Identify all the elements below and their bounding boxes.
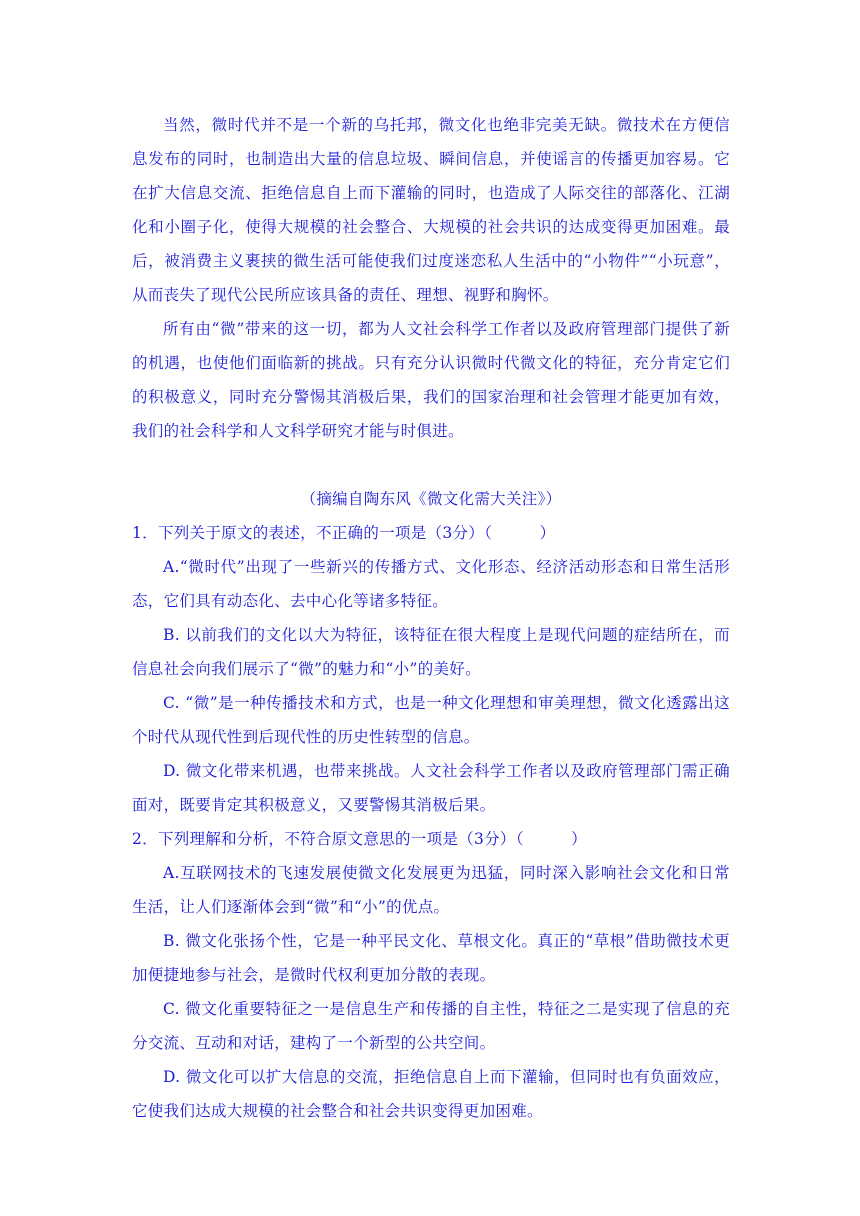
question-2-option-c: C. 微文化重要特征之一是信息生产和传播的自主性，特征之二是实现了信息的充分交流、互动和对话，建构了一个新型的公共空间。 [132, 1000, 730, 1052]
article-paragraph-1: 当然，微时代并不是一个新的乌托邦，微文化也绝非完美无缺。微技术在方便信息发布的同时，也制造出大量的信息垃圾、瞬间信息，并使谣言的传播更加容易。它在扩大信息交流、拒绝信息自上而下灌输的同时，也造成了人际交往的部落化、江湖化和小圈子化，使得大规模的社会整合、大规模的社会共识的达成变得更加困难。最后，被消费主义裹挟的微生活可能使我们过度迷恋私人生活中的“小物件”“小玩意”，从而丧失了现代公民所应该具备的责任、理想、视野和胸怀。 [132, 116, 730, 304]
question-2-option-d: D. 微文化可以扩大信息的交流，拒绝信息自上而下灌输，但同时也有负面效应，它使我们达成大规模的社会整合和社会共识变得更加困难。 [132, 1068, 730, 1120]
question-2-option-a: A.互联网技术的飞速发展使微文化发展更为迅猛，同时深入影响社会文化和日常生活，让人们逐渐体会到“微”和“小”的优点。 [132, 864, 730, 916]
question-2-option-b: B. 微文化张扬个性，它是一种平民文化、草根文化。真正的“草根”借助微技术更加便捷地参与社会，是微时代权利更加分散的表现。 [132, 932, 730, 984]
question-1 [132, 516, 730, 822]
question-stem: 1．下列关于原文的表述，不正确的一项是（3分）（ ） [132, 524, 556, 542]
question-1-option-d: D. 微文化带来机遇，也带来挑战。人文社会科学工作者以及政府管理部门需正确面对，既要肯定其积极意义，又要警惕其消极后果。 [132, 762, 730, 814]
question-1-option-b: B. 以前我们的文化以大为特征，该特征在很大程度上是现代问题的症结所在，而信息社会向我们展示了“微”的魅力和“小”的美好。 [132, 626, 730, 678]
article-paragraph-2: 所有由“微”带来的这一切，都为人文社会科学工作者以及政府管理部门提供了新的机遇，也使他们面临新的挑战。只有充分认识微时代微文化的特征，充分肯定它们的积极意义，同时充分警惕其消极后果，我们的国家治理和社会管理才能更加有效，我们的社会科学和人文科学研究才能与时俱进。 [132, 320, 730, 440]
question-1-option-a: A.“微时代”出现了一些新兴的传播方式、文化形态、经济活动形态和日常生活形态，它们具有动态化、去中心化等诸多特征。 [132, 558, 730, 610]
document-page [132, 108, 730, 1128]
question-1-option-c: C. “微”是一种传播技术和方式，也是一种文化理想和审美理想，微文化透露出这个时代从现代性到后现代性的历史性转型的信息。 [132, 694, 730, 746]
question-2 [132, 822, 730, 1128]
article-source: （摘编自陶东风《微文化需大关注》） [300, 490, 562, 508]
question-stem: 2．下列理解和分析，不符合原文意思的一项是（3分）（ ） [132, 830, 587, 848]
